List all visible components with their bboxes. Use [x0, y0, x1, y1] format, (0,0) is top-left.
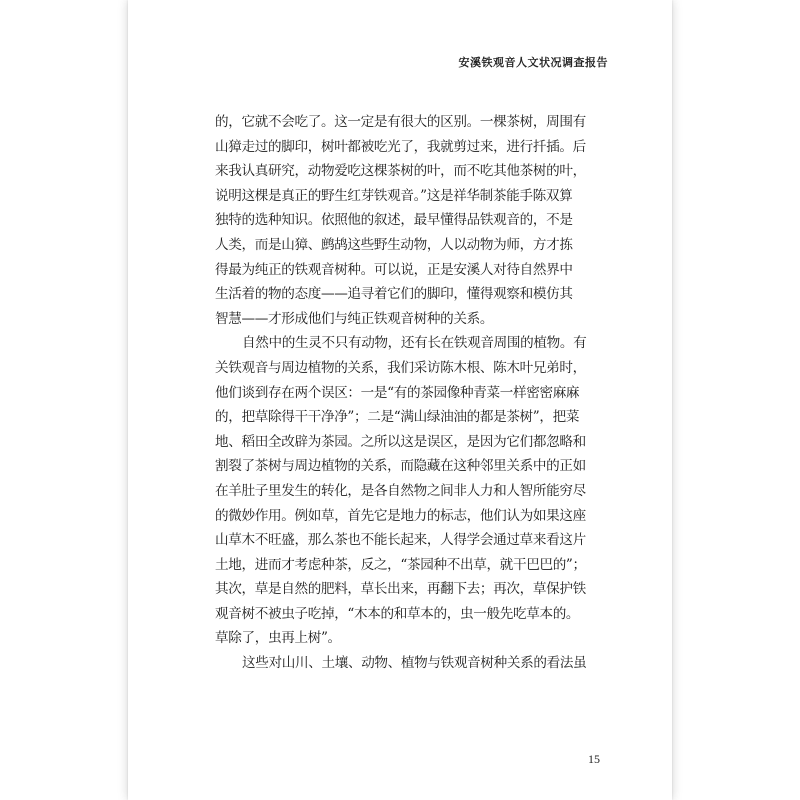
running-header: 安溪铁观音人文状况调查报告 — [458, 56, 608, 69]
text-line: 观音树不被虫子吃掉，“木本的和草本的，虫一般先吃草本的。 — [215, 605, 580, 622]
paragraph-start-line: 这些对山川、土壤、动物、植物与铁观音树种关系的看法虽 — [242, 655, 587, 672]
text-line: 智慧——才形成他们与纯正铁观音树种的关系。 — [215, 310, 494, 327]
text-line: 人类，而是山獐、鹧鸪这些野生动物，人以动物为师，方才拣 — [215, 236, 573, 253]
text-line: 土地，进而才考虑种茶，反之，“茶园种不出草，就干巴巴的”； — [215, 556, 586, 573]
text-line: 生活着的物的态度——追寻着它们的脚印，懂得观察和模仿其 — [215, 286, 573, 303]
text-line: 说明这棵是真正的野生红芽铁观音。”这是祥华制茶能手陈双算 — [215, 187, 573, 204]
text-line: 在羊肚子里发生的转化，是各自然物之间非人力和人智所能穷尽 — [215, 482, 586, 499]
page-number: 15 — [588, 752, 600, 766]
text-line: 其次，草是自然的肥料，草长出来，再翻下去；再次，草保护铁 — [215, 581, 586, 598]
text-line: 草除了，虫再上树”。 — [215, 630, 341, 647]
book-page — [128, 0, 672, 800]
text-line: 的微妙作用。例如草，首先它是地力的标志，他们认为如果这座 — [215, 507, 586, 524]
body-text — [215, 110, 585, 676]
text-line: 他们谈到存在两个误区：一是“有的茶园像种青菜一样密密麻麻 — [215, 384, 580, 401]
text-line: 来我认真研究，动物爱吃这棵茶树的叶，而不吃其他茶树的叶， — [215, 163, 586, 180]
paragraph-start-line: 自然中的生灵不只有动物，还有长在铁观音周围的植物。有 — [242, 335, 587, 352]
text-line: 割裂了茶树与周边植物的关系，而隐藏在这种邻里关系中的正如 — [215, 458, 586, 475]
text-line: 山草木不旺盛，那么茶也不能长起来，人得学会通过草来看这片 — [215, 532, 586, 549]
text-line: 地、稻田全改辟为茶园。之所以这是误区，是因为它们都忽略和 — [215, 433, 586, 450]
text-line: 山獐走过的脚印，树叶都被吃光了，我就剪过来，进行扦插。后 — [215, 138, 586, 155]
text-line: 的，把草除得干干净净”；二是“满山绿油油的都是茶树”，把菜 — [215, 409, 580, 426]
text-line: 关铁观音与周边植物的关系，我们采访陈木根、陈木叶兄弟时， — [215, 359, 586, 376]
text-line: 得最为纯正的铁观音树种。可以说，正是安溪人对待自然界中 — [215, 261, 573, 278]
text-line: 独特的选种知识。依照他的叙述，最早懂得品铁观音的，不是 — [215, 212, 573, 229]
text-line: 的，它就不会吃了。这一定是有很大的区别。一棵茶树，周围有 — [215, 114, 586, 130]
